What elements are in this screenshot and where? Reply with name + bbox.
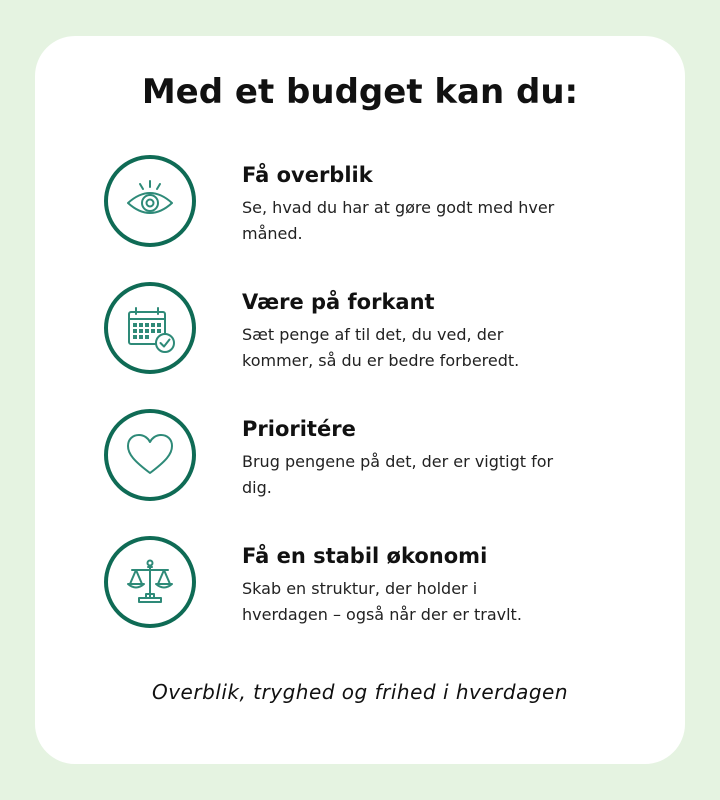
item-description: Brug pengene på det, der er vigtigt for dig. <box>242 452 554 497</box>
item-heading: Få overblik <box>242 163 373 187</box>
content-card <box>35 36 685 764</box>
item-heading: Være på forkant <box>242 290 435 314</box>
item-description: Se, hvad du har at gøre godt med hver måned. <box>242 198 555 243</box>
footer-tagline: Overblik, tryghed og frihed i hverdagen <box>151 680 569 704</box>
calendar-check-icon <box>104 282 196 374</box>
list-item-forkant <box>0 282 720 382</box>
heart-icon <box>104 409 196 501</box>
scale-icon <box>104 536 196 628</box>
item-heading: Få en stabil økonomi <box>242 544 488 568</box>
item-description: Sæt penge af til det, du ved, der kommer, så du er bedre forberedt. <box>242 325 520 370</box>
eye-icon <box>104 155 196 247</box>
list-item-overblik <box>0 155 720 255</box>
item-heading: Prioritére <box>242 417 356 441</box>
page-title: Med et budget kan du: <box>141 72 579 112</box>
list-item-stabil-okonomi <box>0 536 720 636</box>
list-item-prioritere <box>0 409 720 509</box>
item-description: Skab en struktur, der holder i hverdagen – også når der er travlt. <box>242 579 522 624</box>
